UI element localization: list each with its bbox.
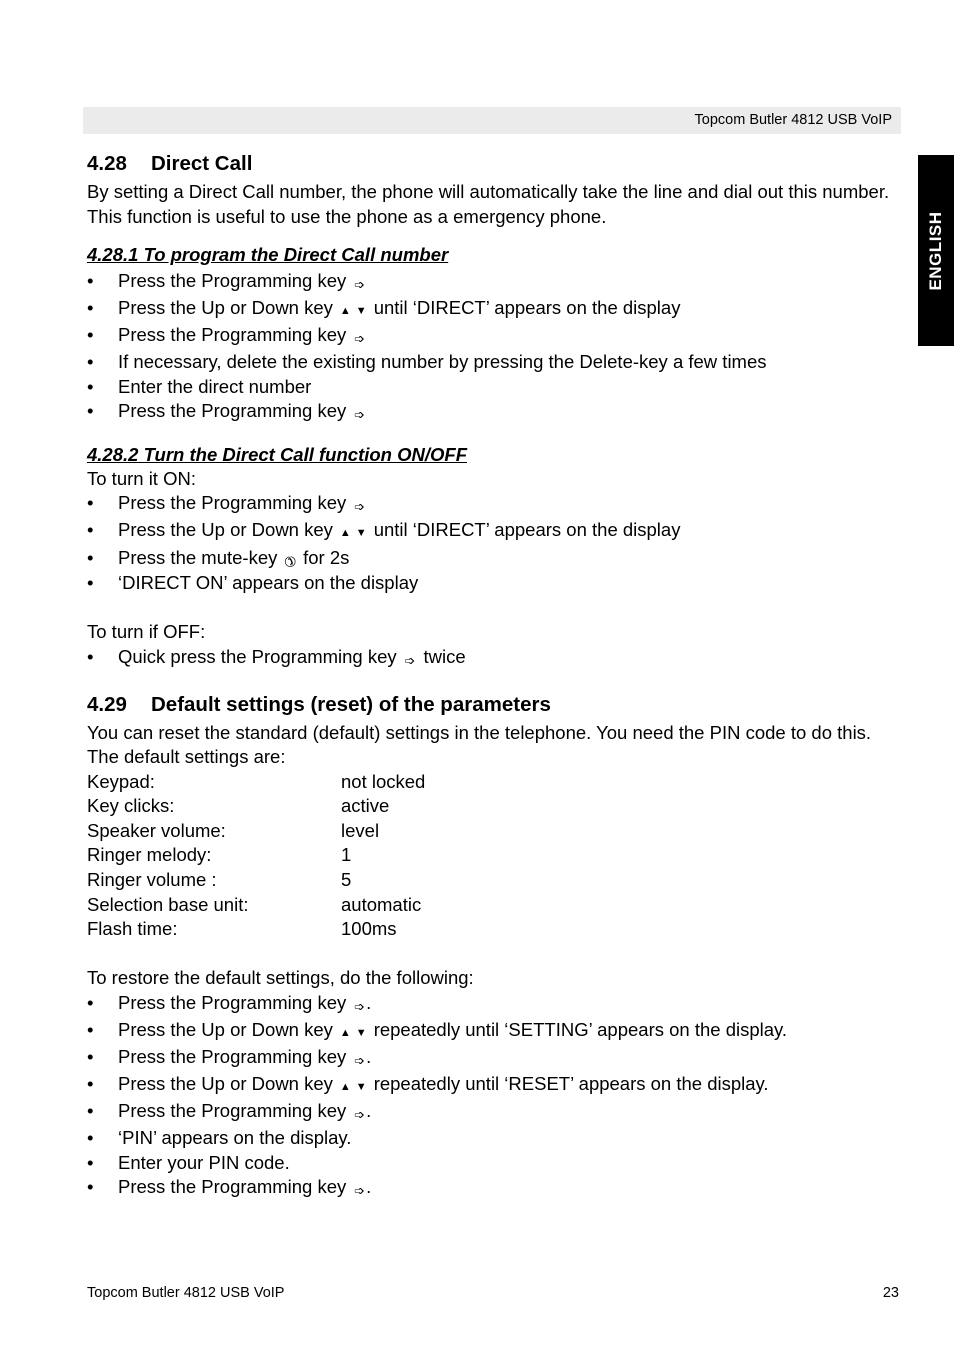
table-row xyxy=(87,893,899,918)
programming-key-icon: ➩ xyxy=(354,1183,366,1199)
step-text: Enter your PIN code. xyxy=(118,1151,290,1173)
down-arrow-icon: ▼ xyxy=(355,1080,367,1093)
list-item xyxy=(87,991,899,1018)
turn-on-steps xyxy=(87,491,899,595)
footer-product-name: Topcom Butler 4812 USB VoIP xyxy=(87,1285,285,1301)
up-arrow-icon: ▲ xyxy=(339,1026,351,1039)
setting-value: level xyxy=(341,819,380,841)
programming-key-icon: ➩ xyxy=(354,499,366,515)
step-text: repeatedly until ‘SETTING’ appears on the display. xyxy=(373,1018,788,1040)
step-text: Press the Up or Down key xyxy=(118,1072,333,1094)
step-text: twice xyxy=(423,645,466,667)
setting-name: Selection base unit: xyxy=(87,893,249,915)
down-arrow-icon: ▼ xyxy=(355,1026,367,1039)
setting-value: not locked xyxy=(341,770,426,792)
section-title: Direct Call xyxy=(151,152,253,175)
programming-key-icon: ➩ xyxy=(354,999,366,1015)
list-item xyxy=(87,1126,899,1151)
list-item xyxy=(87,1072,899,1100)
step-text: Press the Programming key xyxy=(118,324,347,346)
programming-key-icon: ➩ xyxy=(404,652,416,668)
up-arrow-icon: ▲ xyxy=(339,526,351,539)
setting-name: Ringer volume : xyxy=(87,869,217,891)
setting-value: active xyxy=(341,795,390,817)
section-429-intro: You can reset the standard (default) settings in the telephone. You need the PIN code to do this. xyxy=(87,721,872,743)
section-429-heading xyxy=(87,691,899,718)
step-text: Press the Programming key xyxy=(118,1046,347,1068)
table-row xyxy=(87,819,899,844)
footer-page-number: 23 xyxy=(882,1285,899,1301)
setting-name: Keypad: xyxy=(87,770,155,792)
programming-key-icon: ➩ xyxy=(354,407,366,423)
subsection-4281-heading: 4.28.1 To program the Direct Call number xyxy=(87,244,449,266)
list-item xyxy=(87,350,899,375)
setting-value: 5 xyxy=(341,869,352,891)
list-item xyxy=(87,1018,899,1046)
setting-name: Ringer melody: xyxy=(87,844,212,866)
step-text: ‘DIRECT ON’ appears on the display xyxy=(118,572,419,594)
table-row xyxy=(87,794,899,819)
step-text: Quick press the Programming key xyxy=(118,645,397,667)
setting-value: 100ms xyxy=(341,918,397,940)
programming-key-icon: ➩ xyxy=(354,277,366,293)
setting-value: automatic xyxy=(341,893,422,915)
language-tab-label: ENGLISH xyxy=(926,210,945,291)
header-title: Topcom Butler 4812 USB VoIP xyxy=(694,112,892,128)
step-text: Press the Programming key xyxy=(118,992,347,1014)
step-text: Press the Up or Down key xyxy=(118,1018,333,1040)
header-bar xyxy=(83,107,901,134)
list-item xyxy=(87,491,899,518)
programming-key-icon: ➩ xyxy=(354,331,366,347)
step-text: Press the Programming key xyxy=(118,270,347,292)
programming-key-icon: ➩ xyxy=(354,1107,366,1123)
down-arrow-icon: ▼ xyxy=(355,526,367,539)
section-number: 4.29 xyxy=(87,692,127,716)
step-text: Press the Up or Down key xyxy=(118,518,333,540)
section-number: 4.28 xyxy=(87,152,127,175)
programming-key-icon: ➩ xyxy=(354,1053,366,1069)
step-text: Press the mute-key xyxy=(118,546,278,568)
step-text: for 2s xyxy=(303,546,350,568)
step-text: repeatedly until ‘RESET’ appears on the display. xyxy=(373,1072,769,1094)
list-item xyxy=(87,1045,899,1072)
subsection-4282-heading: 4.28.2 Turn the Direct Call function ON/OFF xyxy=(87,443,467,465)
list-item xyxy=(87,269,899,296)
list-item xyxy=(87,399,899,426)
turn-on-label: To turn it ON: xyxy=(87,467,196,489)
restore-steps xyxy=(87,991,899,1202)
list-item xyxy=(87,323,899,350)
step-text: until ‘DIRECT’ appears on the display xyxy=(373,518,681,540)
table-row xyxy=(87,770,899,795)
down-arrow-icon: ▼ xyxy=(355,304,367,317)
setting-name: Flash time: xyxy=(87,918,178,940)
step-text: Enter the direct number xyxy=(118,375,312,397)
step-period: . xyxy=(366,1100,372,1122)
defaults-label: The default settings are: xyxy=(87,746,286,768)
section-428-intro: By setting a Direct Call number, the phone will automatically take the line and dial out this number. This function is useful to use the phone as a emergency phone. xyxy=(87,181,890,227)
mute-key-icon: ✆ xyxy=(280,551,301,571)
table-row xyxy=(87,843,899,868)
language-tab xyxy=(918,155,954,346)
step-text: until ‘DIRECT’ appears on the display xyxy=(373,296,681,318)
section-title: Default settings (reset) of the parameters xyxy=(151,692,551,716)
section-428-heading xyxy=(87,150,899,177)
restore-label: To restore the default settings, do the following: xyxy=(87,967,474,989)
page-content xyxy=(87,150,899,1202)
list-item xyxy=(87,1099,899,1126)
step-text: Press the Programming key xyxy=(118,400,347,422)
up-arrow-icon: ▲ xyxy=(339,304,351,317)
up-arrow-icon: ▲ xyxy=(339,1080,351,1093)
step-text: ‘PIN’ appears on the display. xyxy=(118,1127,352,1148)
turn-off-label: To turn if OFF: xyxy=(87,621,206,643)
list-item xyxy=(87,546,899,572)
setting-name: Key clicks: xyxy=(87,795,175,817)
default-settings-table xyxy=(87,770,899,942)
list-item xyxy=(87,1151,899,1176)
list-item xyxy=(87,1175,899,1202)
step-text: If necessary, delete the existing number by pressing the Delete-key a few times xyxy=(118,350,767,372)
setting-value: 1 xyxy=(341,844,352,866)
table-row xyxy=(87,868,899,893)
step-period: . xyxy=(366,1046,372,1068)
list-item xyxy=(87,296,899,324)
step-text: Press the Programming key xyxy=(118,492,347,514)
list-item xyxy=(87,518,899,546)
step-text: Press the Up or Down key xyxy=(118,296,333,318)
setting-name: Speaker volume: xyxy=(87,819,226,841)
step-text: Press the Programming key xyxy=(118,1100,347,1122)
list-item xyxy=(87,645,899,672)
turn-off-steps xyxy=(87,645,899,672)
step-period: . xyxy=(366,1176,372,1198)
table-row xyxy=(87,917,899,942)
step-period: . xyxy=(366,992,372,1014)
step-text: Press the Programming key xyxy=(118,1176,347,1198)
list-item xyxy=(87,571,899,596)
program-direct-call-steps xyxy=(87,269,899,426)
list-item xyxy=(87,375,899,400)
